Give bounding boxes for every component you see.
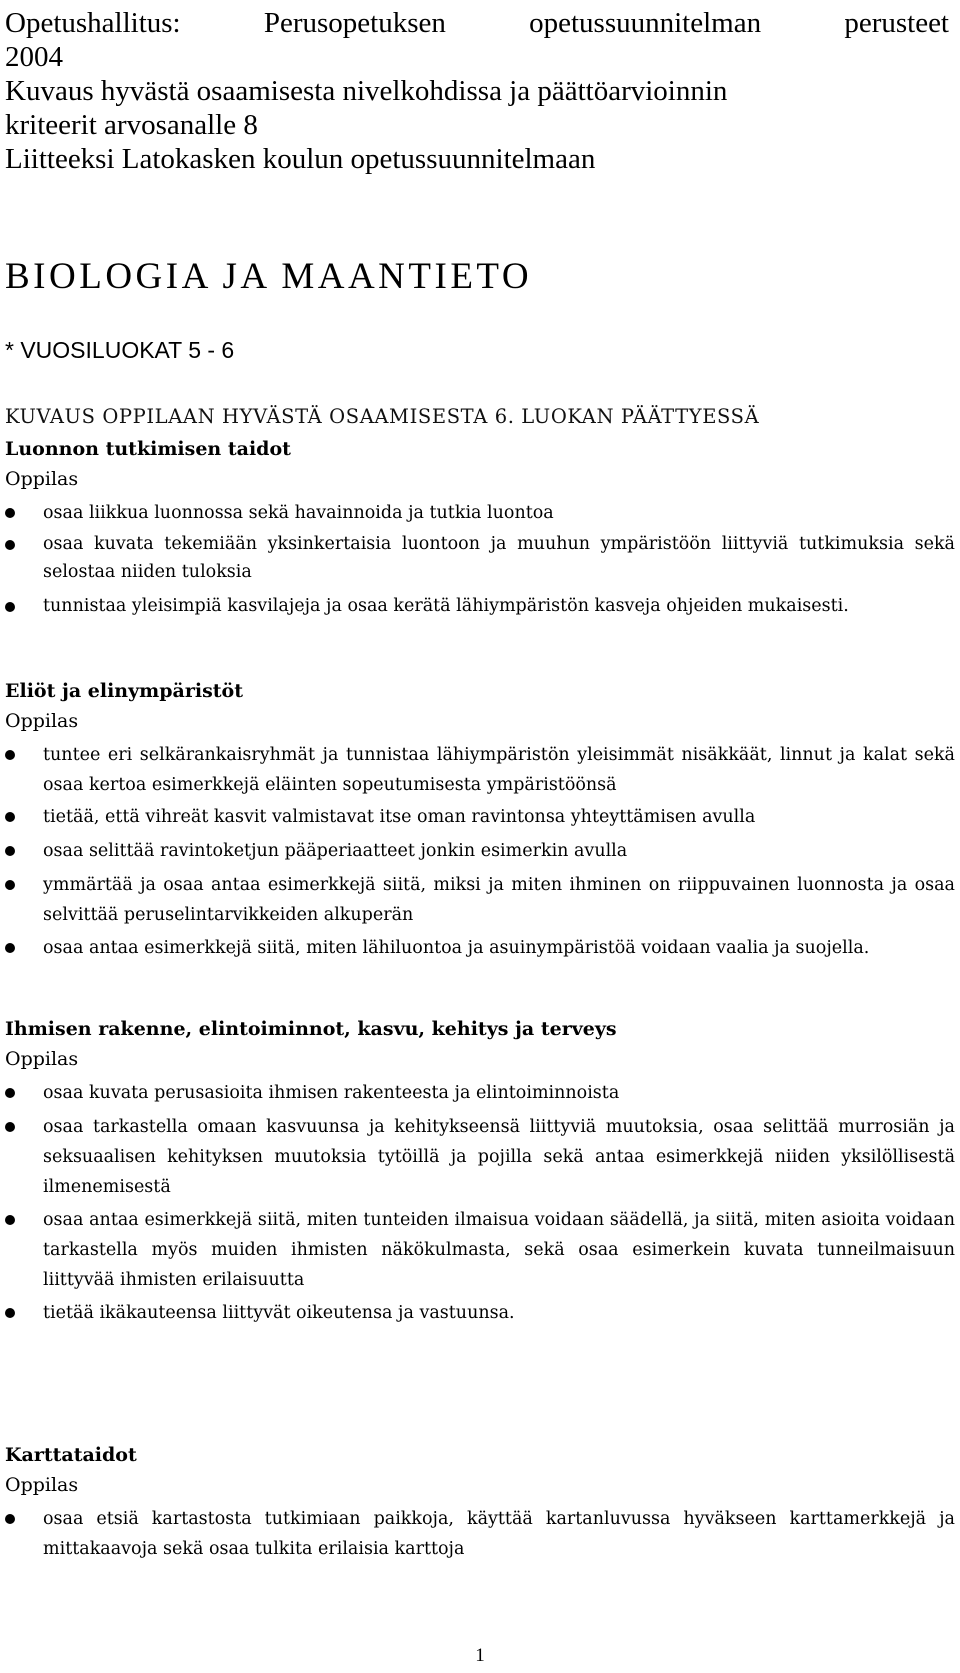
title-line: 2004 (5, 41, 63, 73)
section-ihmisen-rakenne (5, 1014, 955, 1329)
list-item-text: tietää ikäkauteensa liittyvät oikeutensa ja vastuunsa. (43, 1303, 515, 1323)
bullet-icon (5, 540, 15, 550)
list-item-text: osaa kuvata tekemiään yksinkertaisia luontoon ja muuhun ympäristöön liittyviä tutkimuksia sekä selostaa niiden tuloksia (43, 534, 955, 582)
list-item (5, 1112, 955, 1202)
list-item (5, 530, 955, 586)
bullet-icon (5, 1308, 15, 1318)
document-title (5, 6, 955, 176)
list-item (5, 740, 955, 800)
section-subheading: Oppilas (5, 468, 79, 490)
section-heading: Ihmisen rakenne, elintoiminnot, kasvu, kehitys ja terveys (5, 1018, 617, 1040)
title-line: Kuvaus hyvästä osaamisesta nivelkohdissa ja päättöarvioinnin (5, 75, 728, 107)
title-line: Opetushallitus: Perusopetuksen opetussuunnitelman perusteet (5, 7, 949, 39)
bullet-icon (5, 1215, 15, 1225)
section-heading: Eliöt ja elinympäristöt (5, 680, 244, 702)
title-line: Liitteeksi Latokasken koulun opetussuunnitelmaan (5, 143, 596, 175)
list-item (5, 1298, 955, 1329)
bullet-icon (5, 1122, 15, 1132)
bullet-icon (5, 750, 15, 760)
section-subheading: Oppilas (5, 710, 79, 732)
list-item-text: osaa liikkua luonnossa sekä havainnoida ja tutkia luontoa (43, 503, 554, 523)
list-item-text: tunnistaa yleisimpiä kasvilajeja ja osaa kerätä lähiympäristön kasveja ohjeiden mukaisesti. (43, 596, 849, 616)
list-item (5, 1078, 955, 1109)
bullet-icon (5, 943, 15, 953)
section-subheading: Oppilas (5, 1474, 79, 1496)
subject-heading: BIOLOGIA JA MAANTIETO (5, 256, 533, 297)
list-item (5, 836, 955, 867)
bullet-icon (5, 508, 15, 518)
bullet-icon (5, 846, 15, 856)
list-item-text: tietää, että vihreät kasvit valmistavat itse oman ravintonsa yhteyttämisen avulla (43, 807, 756, 827)
section-heading: Luonnon tutkimisen taidot (5, 438, 291, 460)
bullet-icon (5, 812, 15, 822)
list-item (5, 870, 955, 930)
title-line: kriteerit arvosanalle 8 (5, 109, 258, 141)
section-eliot-ja-elinymparistot (5, 676, 955, 963)
list-item (5, 592, 955, 620)
list-item-text: tuntee eri selkärankaisryhmät ja tunnistaa lähiympäristön yleisimmät nisäkkäät, linnut ja kalat sekä osaa kertoa esimerkkejä eläinten sopeutumisesta ympäristöönsä (43, 745, 955, 795)
list-item-text: ymmärtää ja osaa antaa esimerkkejä siitä, miksi ja miten ihminen on riippuvainen luonnosta ja osaa selvittää peruselintarvikkeiden alkuperän (43, 875, 955, 925)
bullet-icon (5, 1514, 15, 1524)
section-karttataidot (5, 1440, 955, 1564)
list-item-text: osaa etsiä kartastosta tutkimiaan paikkoja, käyttää kartanluvussa hyväkseen karttamerkkejä ja mittakaavoja sekä osaa tulkita erilaisia karttoja (43, 1509, 955, 1559)
bullet-icon (5, 1088, 15, 1098)
list-item (5, 1205, 955, 1295)
list-item-text: osaa tarkastella omaan kasvuunsa ja kehitykseensä liittyviä muutoksia, osaa selittää murrosiän ja seksuaalisen kehityksen muutoksia tytöillä ja pojilla sekä antaa esimerkkejä niiden yksilöllisestä ilmenemisestä (43, 1117, 955, 1197)
list-item-text: osaa antaa esimerkkejä siitä, miten tunteiden ilmaisua voidaan säädellä, ja siitä, miten asioita voidaan tarkastella myös muiden ihmisten näkökulmasta, sekä osaa esimerkein kuvata tunneilmaisuun liittyvää ihmisten erilaisuutta (43, 1210, 955, 1290)
page-number: 1 (475, 1645, 485, 1666)
list-item-text: osaa selittää ravintoketjun pääperiaatteet jonkin esimerkin avulla (43, 841, 628, 861)
description-heading: KUVAUS OPPILAAN HYVÄSTÄ OSAAMISESTA 6. LUOKAN PÄÄTTYESSÄ (5, 405, 760, 428)
section-heading: Karttataidot (5, 1444, 137, 1466)
list-item-text: osaa antaa esimerkkejä siitä, miten lähiluontoa ja asuinympäristöä voidaan vaalia ja suojella. (43, 938, 870, 958)
list-item (5, 1504, 955, 1564)
list-item-text: osaa kuvata perusasioita ihmisen rakenteesta ja elintoiminnoista (43, 1083, 620, 1103)
bullet-icon (5, 880, 15, 890)
list-item (5, 933, 955, 963)
bullet-icon (5, 602, 15, 612)
section-subheading: Oppilas (5, 1048, 79, 1070)
list-item (5, 802, 955, 833)
section-luonnon-tutkimisen-taidot (5, 434, 955, 620)
list-item (5, 498, 955, 529)
grade-levels: * VUOSILUOKAT 5 - 6 (5, 337, 235, 363)
